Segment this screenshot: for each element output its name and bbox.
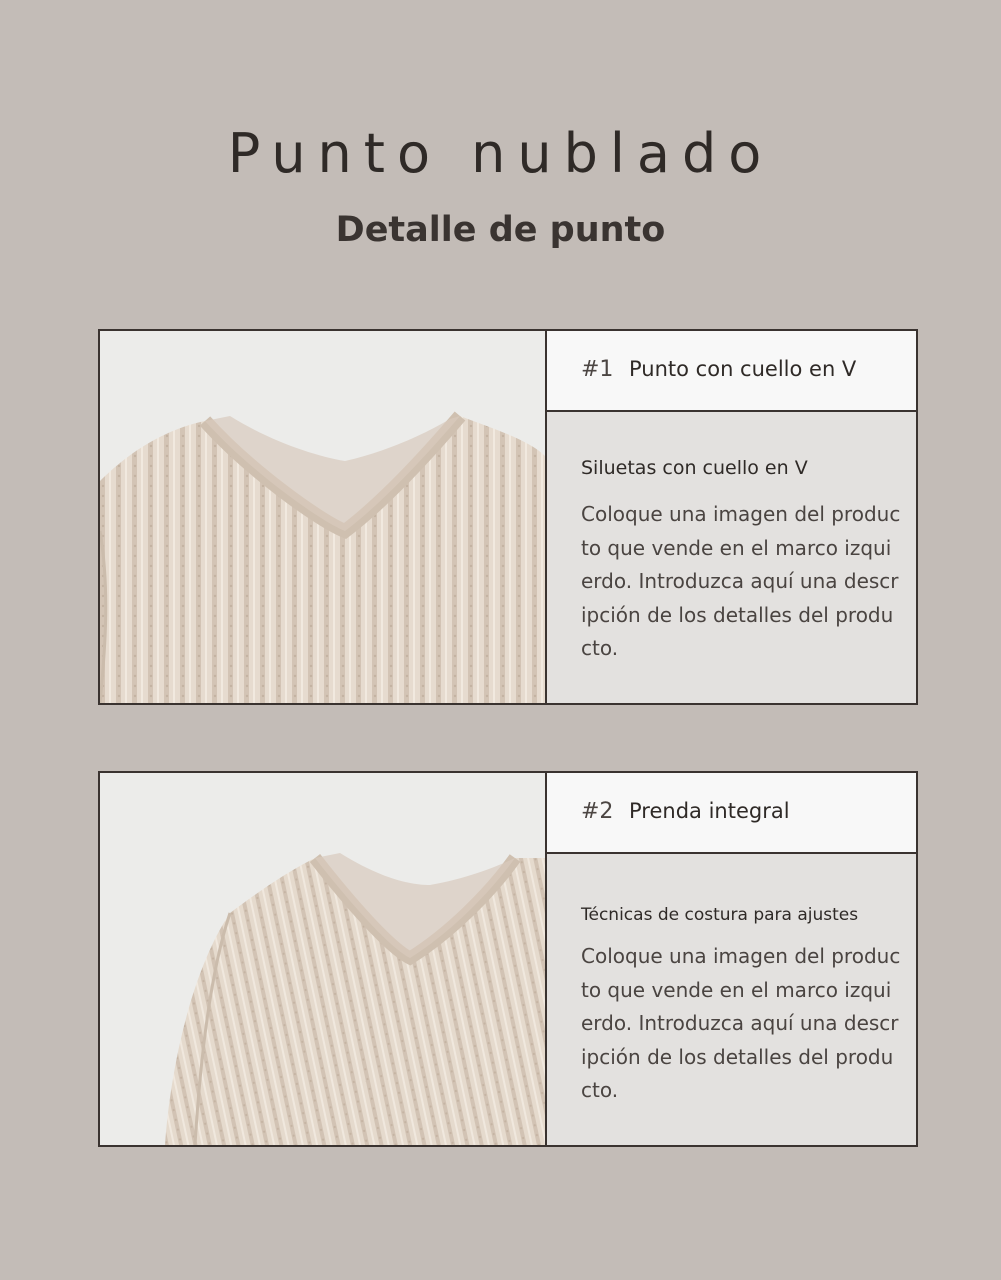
item-number: #2 [581,799,614,824]
item-description: Coloque una imagen del producto que vende en el marco izquierdo. Introduzca aquí una descripción de los detalles del producto. [581,502,901,660]
card-header-2 [547,773,916,854]
product-card-1 [98,329,918,705]
item-subheading: Técnicas de costura para ajustes [581,905,859,925]
card-body-1 [547,412,916,703]
card-body-2 [547,854,916,1145]
page-title: Punto nublado [227,122,774,185]
page-subtitle: Detalle de punto [335,210,666,250]
sweater-image-1 [100,331,547,703]
item-heading: Prenda integral [629,799,790,823]
item-description: Coloque una imagen del producto que vende en el marco izquierdo. Introduzca aquí una descripción de los detalles del producto. [581,944,901,1102]
product-card-2 [98,771,918,1147]
item-number: #1 [581,357,614,382]
item-subheading: Siluetas con cuello en V [581,457,808,479]
sweater-image-2 [100,773,547,1145]
item-heading: Punto con cuello en V [629,357,857,381]
card-header-1 [547,331,916,412]
